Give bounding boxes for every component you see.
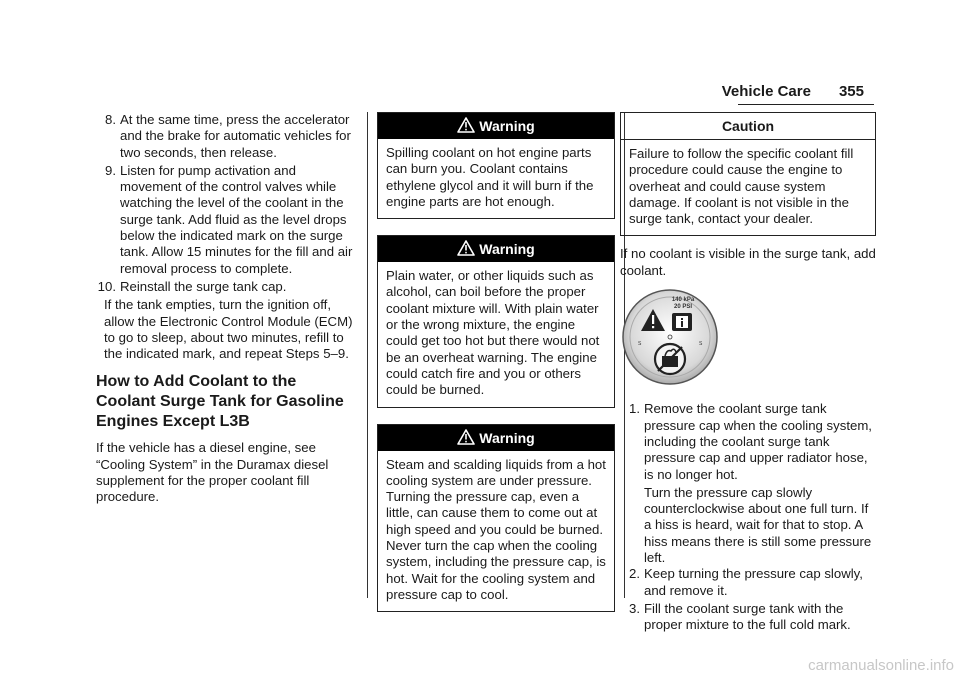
add-coolant-intro: If no coolant is visible in the surge tank, add coolant. — [620, 246, 876, 278]
right-column — [620, 112, 876, 636]
step-text: Reinstall the surge tank cap. — [120, 278, 287, 294]
page-header — [722, 83, 864, 100]
right-step-3 — [620, 601, 876, 634]
warning-box-steam — [377, 424, 615, 613]
caution-box — [620, 112, 876, 236]
step-text: At the same time, press the accelerator and the brake for automatic vehicles for two seconds, then release. — [120, 112, 351, 160]
step-number: 9. — [105, 162, 116, 178]
step-number: 8. — [105, 112, 116, 127]
step-text: Listen for pump activation and movement of the control valves while watching the level of the coolant in the surge tank. Add fluid as the level drops below the indicated mark on the surge tank. Allow 15 minutes for the fill and air removal process to complete. — [120, 162, 353, 276]
right-step-2 — [620, 566, 876, 599]
right-step-1 — [620, 401, 876, 482]
warning-text: Plain water, or other liquids such as alcohol, can boil before the proper coolant mixture will. With plain water or the wrong mixture, the engine could get too hot but there would not be an overheat warning. The engine could catch fire and you or others could be burned. — [386, 268, 600, 398]
warning-triangle-icon — [457, 240, 475, 256]
warning-header — [378, 236, 614, 262]
step-number: 3. — [629, 600, 640, 616]
step-text: Keep turning the pressure cap slowly, and remove it. — [644, 566, 863, 598]
left-column — [96, 112, 358, 506]
refill-note: If the tank empties, turn the ignition off, allow the Electronic Control Module (ECM) to go to sleep, about two minutes, refill to the indicated mark, and repeat Steps 5–9. — [104, 297, 353, 362]
svg-text:S: S — [638, 341, 642, 348]
step-10 — [96, 279, 358, 295]
warning-box-hot-parts — [377, 112, 615, 219]
section-heading: How to Add Coolant to the Coolant Surge Tank for Gasoline Engines Except L3B — [96, 373, 344, 431]
warning-text: Steam and scalding liquids from a hot cooling system are under pressure. Turning the pressure cap, even a little, can cause them to come out at high speed and you could be burned. Never turn the cap when the cooling system, including the pressure cap, is hot. Wait for the cooling system and pressure cap to cool. — [386, 456, 606, 602]
middle-column — [377, 112, 615, 628]
header-rule — [738, 104, 874, 105]
step-1-note: Turn the pressure cap slowly counterclockwise about one full turn. If a hiss is heard, wait for that to stop. A hiss means there is still some pressure left. — [644, 484, 872, 566]
step-number: 2. — [629, 566, 640, 582]
page-number: 355 — [838, 83, 864, 100]
caution-text: Failure to follow the specific coolant fill procedure could cause the engine to overheat and could cause system damage. If coolant is not visible in the surge tank, contact your dealer. — [629, 146, 854, 227]
warning-title: Warning — [479, 241, 535, 258]
step-number: 1. — [629, 401, 640, 417]
warning-triangle-icon — [457, 429, 475, 445]
warning-triangle-icon — [457, 117, 475, 133]
warning-header — [378, 113, 614, 139]
diesel-note: If the vehicle has a diesel engine, see “Cooling System” in the Duramax diesel supplement for the proper coolant fill procedure. — [96, 440, 329, 505]
caution-title: Caution — [621, 113, 875, 140]
step-text: Remove the coolant surge tank pressure cap when the cooling system, including the coolant surge tank pressure cap and upper radiator hose, is no longer hot. — [644, 401, 872, 482]
warning-header — [378, 425, 614, 451]
step-9 — [96, 163, 358, 277]
svg-text:S: S — [699, 341, 703, 348]
warning-title: Warning — [479, 118, 535, 134]
step-8 — [96, 112, 358, 161]
cap-kpa-label: 140 kPa — [671, 297, 695, 304]
watermark: carmanualsonline.info — [808, 657, 954, 674]
warning-title: Warning — [479, 429, 535, 446]
cap-psi-label: 20 PSI — [673, 304, 693, 311]
step-text: Fill the coolant surge tank with the proper mixture to the full cold mark. — [644, 600, 851, 633]
step-number: 10. — [97, 278, 116, 294]
section-title: Vehicle Care — [721, 83, 811, 100]
warning-box-plain-water — [377, 235, 615, 407]
pressure-cap-illustration — [620, 287, 720, 387]
warning-text: Spilling coolant on hot engine parts can burn you. Coolant contains ethylene glycol and it will burn if the engine parts are hot enough. — [386, 145, 594, 209]
column-divider-1 — [367, 112, 368, 598]
